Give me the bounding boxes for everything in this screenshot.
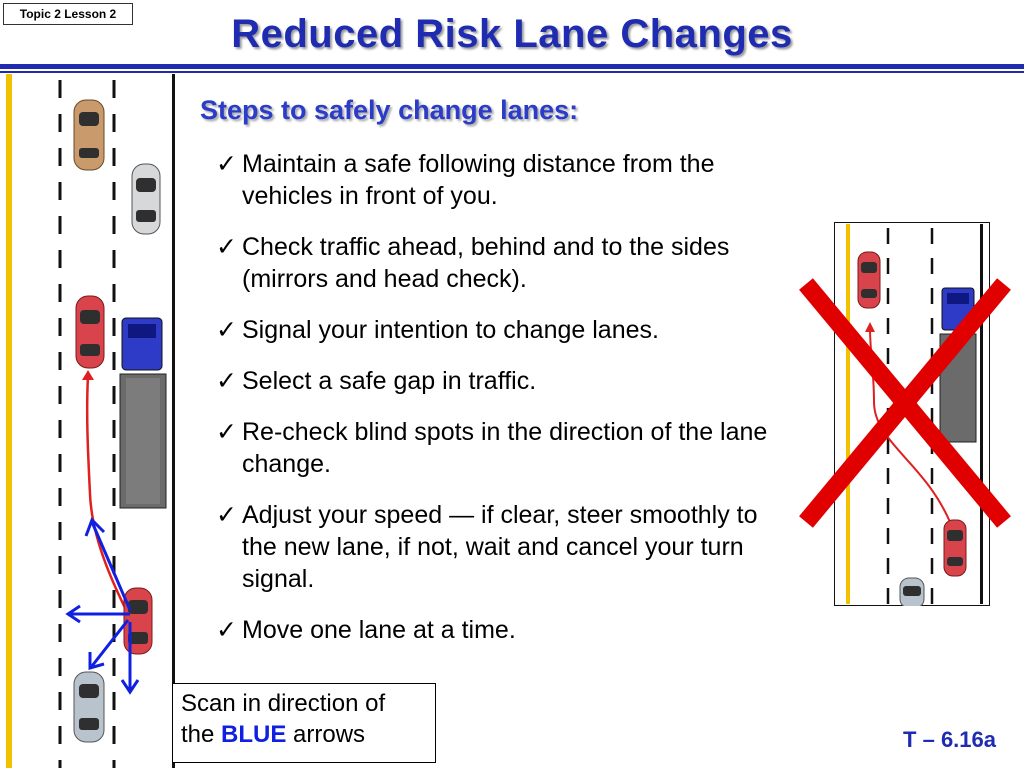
car-silver-icon <box>900 578 924 606</box>
scan-note-line2: the BLUE arrows <box>181 721 366 748</box>
slide-number: T – 6.16a <box>903 727 996 752</box>
list-item: ✓ Maintain a safe following distance from the vehicles in front of you. <box>216 150 715 210</box>
scan-note-line1: Scan in direction of <box>181 690 386 717</box>
list-item: ✓ Re-check blind spots in the direction of the lane change. <box>216 418 768 478</box>
car-grey-icon <box>132 164 160 234</box>
checkmark-icon: ✓ <box>216 150 237 178</box>
topic-tag: Topic 2 Lesson 2 <box>3 3 133 25</box>
slide-title: Reduced Risk Lane Changes <box>231 12 793 56</box>
path-arrowhead <box>82 370 94 380</box>
car-red-bottom-icon <box>944 520 966 576</box>
checkmark-icon: ✓ <box>216 616 237 644</box>
road-illustration-correct <box>0 74 180 768</box>
scan-arrows-icon <box>68 520 138 692</box>
list-item: ✓ Check traffic ahead, behind and to the sides (mirrors and head check). <box>216 233 730 293</box>
blue-highlight: BLUE <box>221 721 287 748</box>
list-item: ✓ Select a safe gap in traffic. <box>216 367 537 395</box>
road-edge-line <box>6 74 12 768</box>
title-underline-thin <box>0 71 1024 73</box>
steps-heading: Steps to safely change lanes: <box>200 95 579 125</box>
car-red-destination-icon <box>76 296 104 368</box>
checkmark-icon: ✓ <box>216 367 237 395</box>
list-item: ✓ Adjust your speed — if clear, steer smoothly to the new lane, if not, wait and cancel your turn signal. <box>216 501 758 593</box>
checkmark-icon: ✓ <box>216 418 237 446</box>
title-underline <box>0 64 1024 69</box>
red-x-icon <box>796 278 1016 528</box>
checkmark-icon: ✓ <box>216 233 237 261</box>
road-right-edge <box>172 74 175 768</box>
checkmark-icon: ✓ <box>216 316 237 344</box>
checkmark-icon: ✓ <box>216 501 237 529</box>
steps-list <box>216 148 786 665</box>
truck-icon <box>120 318 166 508</box>
car-silver-icon <box>74 672 104 742</box>
list-item: ✓ Move one lane at a time. <box>216 616 516 644</box>
scan-note-box <box>172 683 436 763</box>
list-item: ✓ Signal your intention to change lanes. <box>216 316 659 344</box>
car-tan-icon <box>74 100 104 170</box>
